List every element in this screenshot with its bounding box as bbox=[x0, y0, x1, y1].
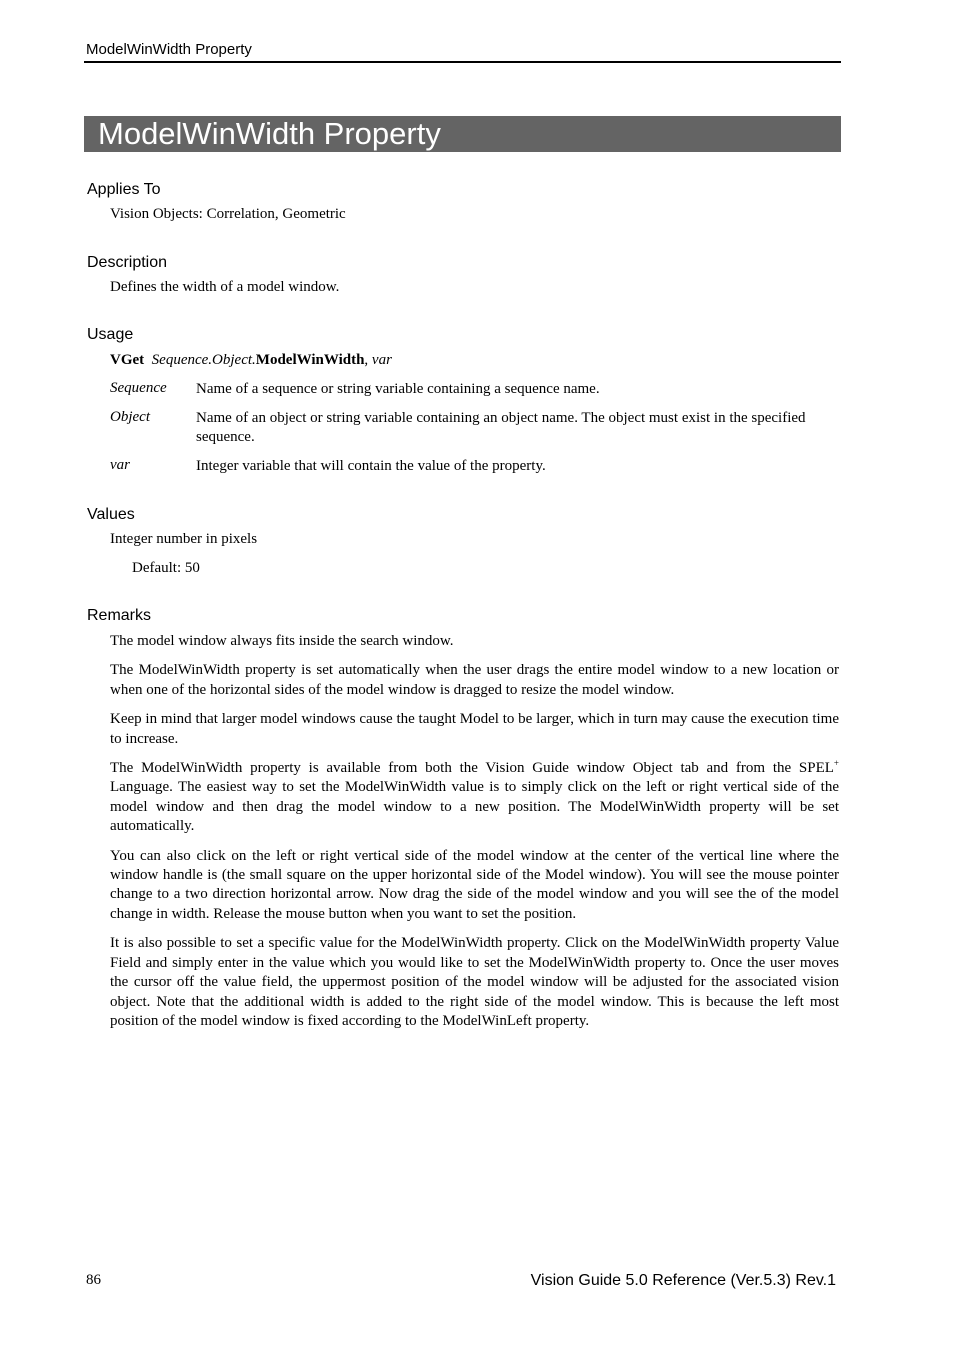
remarks-p4-end: Language. The easiest way to set the ModelWinWidth value is to simply click on the left or right vertical side of the model window and then drag the model window to a new position. The ModelWinWidth property will be set automatically. bbox=[110, 779, 839, 835]
description-heading: Description bbox=[87, 254, 168, 271]
remarks-paragraph-6: It is also possible to set a specific value for the ModelWinWidth property. Click on the ModelWinWidth property Value Field and simply enter in the value which you would like to set the ModelWinWidth property to. Once the user moves the cursor off the value field, the uppermost position of the model window will be adjusted for the associated vision object. Note that the additional width is added to the right side of the model window. This is because the left most position of the model window is fixed according to the ModelWinLeft property. bbox=[110, 935, 839, 1029]
usage-property: ModelWinWidth bbox=[255, 352, 365, 368]
footer-reference: Vision Guide 5.0 Reference (Ver.5.3) Rev.1 bbox=[530, 1272, 836, 1289]
usage-object-path: Sequence.Object. bbox=[151, 352, 256, 368]
usage-argument: var bbox=[371, 352, 392, 368]
page-title: ModelWinWidth Property bbox=[98, 116, 441, 151]
remarks-paragraph-3: Keep in mind that larger model windows cause the taught Model to be larger, which in turn may cause the execution time to increase. bbox=[110, 711, 839, 747]
values-text: Integer number in pixels bbox=[110, 531, 258, 547]
header-rule bbox=[84, 61, 841, 63]
remarks-paragraph-4 bbox=[110, 759, 839, 837]
param-desc-object: Name of an object or string variable containing an object name. The object must exist in the specified sequence. bbox=[196, 410, 806, 446]
param-term-var: var bbox=[110, 457, 130, 473]
applies-to-heading: Applies To bbox=[87, 181, 161, 198]
remarks-p4-superscript: + bbox=[833, 758, 839, 769]
usage-heading: Usage bbox=[87, 326, 134, 343]
page-number: 86 bbox=[86, 1272, 101, 1288]
remarks-paragraph-1: The model window always fits inside the search window. bbox=[110, 633, 454, 649]
remarks-p4-start: The ModelWinWidth property is available from both the Vision Guide window Object tab and from the SPEL bbox=[110, 760, 834, 777]
param-term-object: Object bbox=[110, 409, 150, 425]
remarks-paragraph-2: The ModelWinWidth property is set automatically when the user drags the entire model window to a new location or when one of the horizontal sides of the model window is dragged to resize the model window. bbox=[110, 662, 839, 698]
values-heading: Values bbox=[87, 506, 135, 523]
param-term-sequence: Sequence bbox=[110, 380, 167, 396]
description-text: Defines the width of a model window. bbox=[110, 279, 340, 295]
param-desc-sequence: Name of a sequence or string variable containing a sequence name. bbox=[196, 381, 600, 397]
param-desc-var: Integer variable that will contain the value of the property. bbox=[196, 458, 546, 474]
remarks-paragraph-5: You can also click on the left or right vertical side of the model window at the center of the vertical line where the window handle is (the small square on the upper horizontal side of the Model window). You will see the mouse pointer change to a two direction horizontal arrow. Now drag the side of the model window and you will see the of the model change in width. Release the mouse button when you want to set the position. bbox=[110, 847, 839, 922]
usage-separator: , bbox=[364, 352, 372, 368]
remarks-body bbox=[110, 632, 839, 1041]
applies-to-text: Vision Objects: Correlation, Geometric bbox=[110, 206, 346, 222]
usage-syntax bbox=[110, 352, 392, 369]
values-default: Default: 50 bbox=[132, 560, 200, 576]
title-bar bbox=[84, 116, 841, 152]
remarks-heading: Remarks bbox=[87, 607, 152, 624]
usage-keyword: VGet bbox=[110, 352, 145, 368]
running-header: ModelWinWidth Property bbox=[86, 41, 252, 58]
